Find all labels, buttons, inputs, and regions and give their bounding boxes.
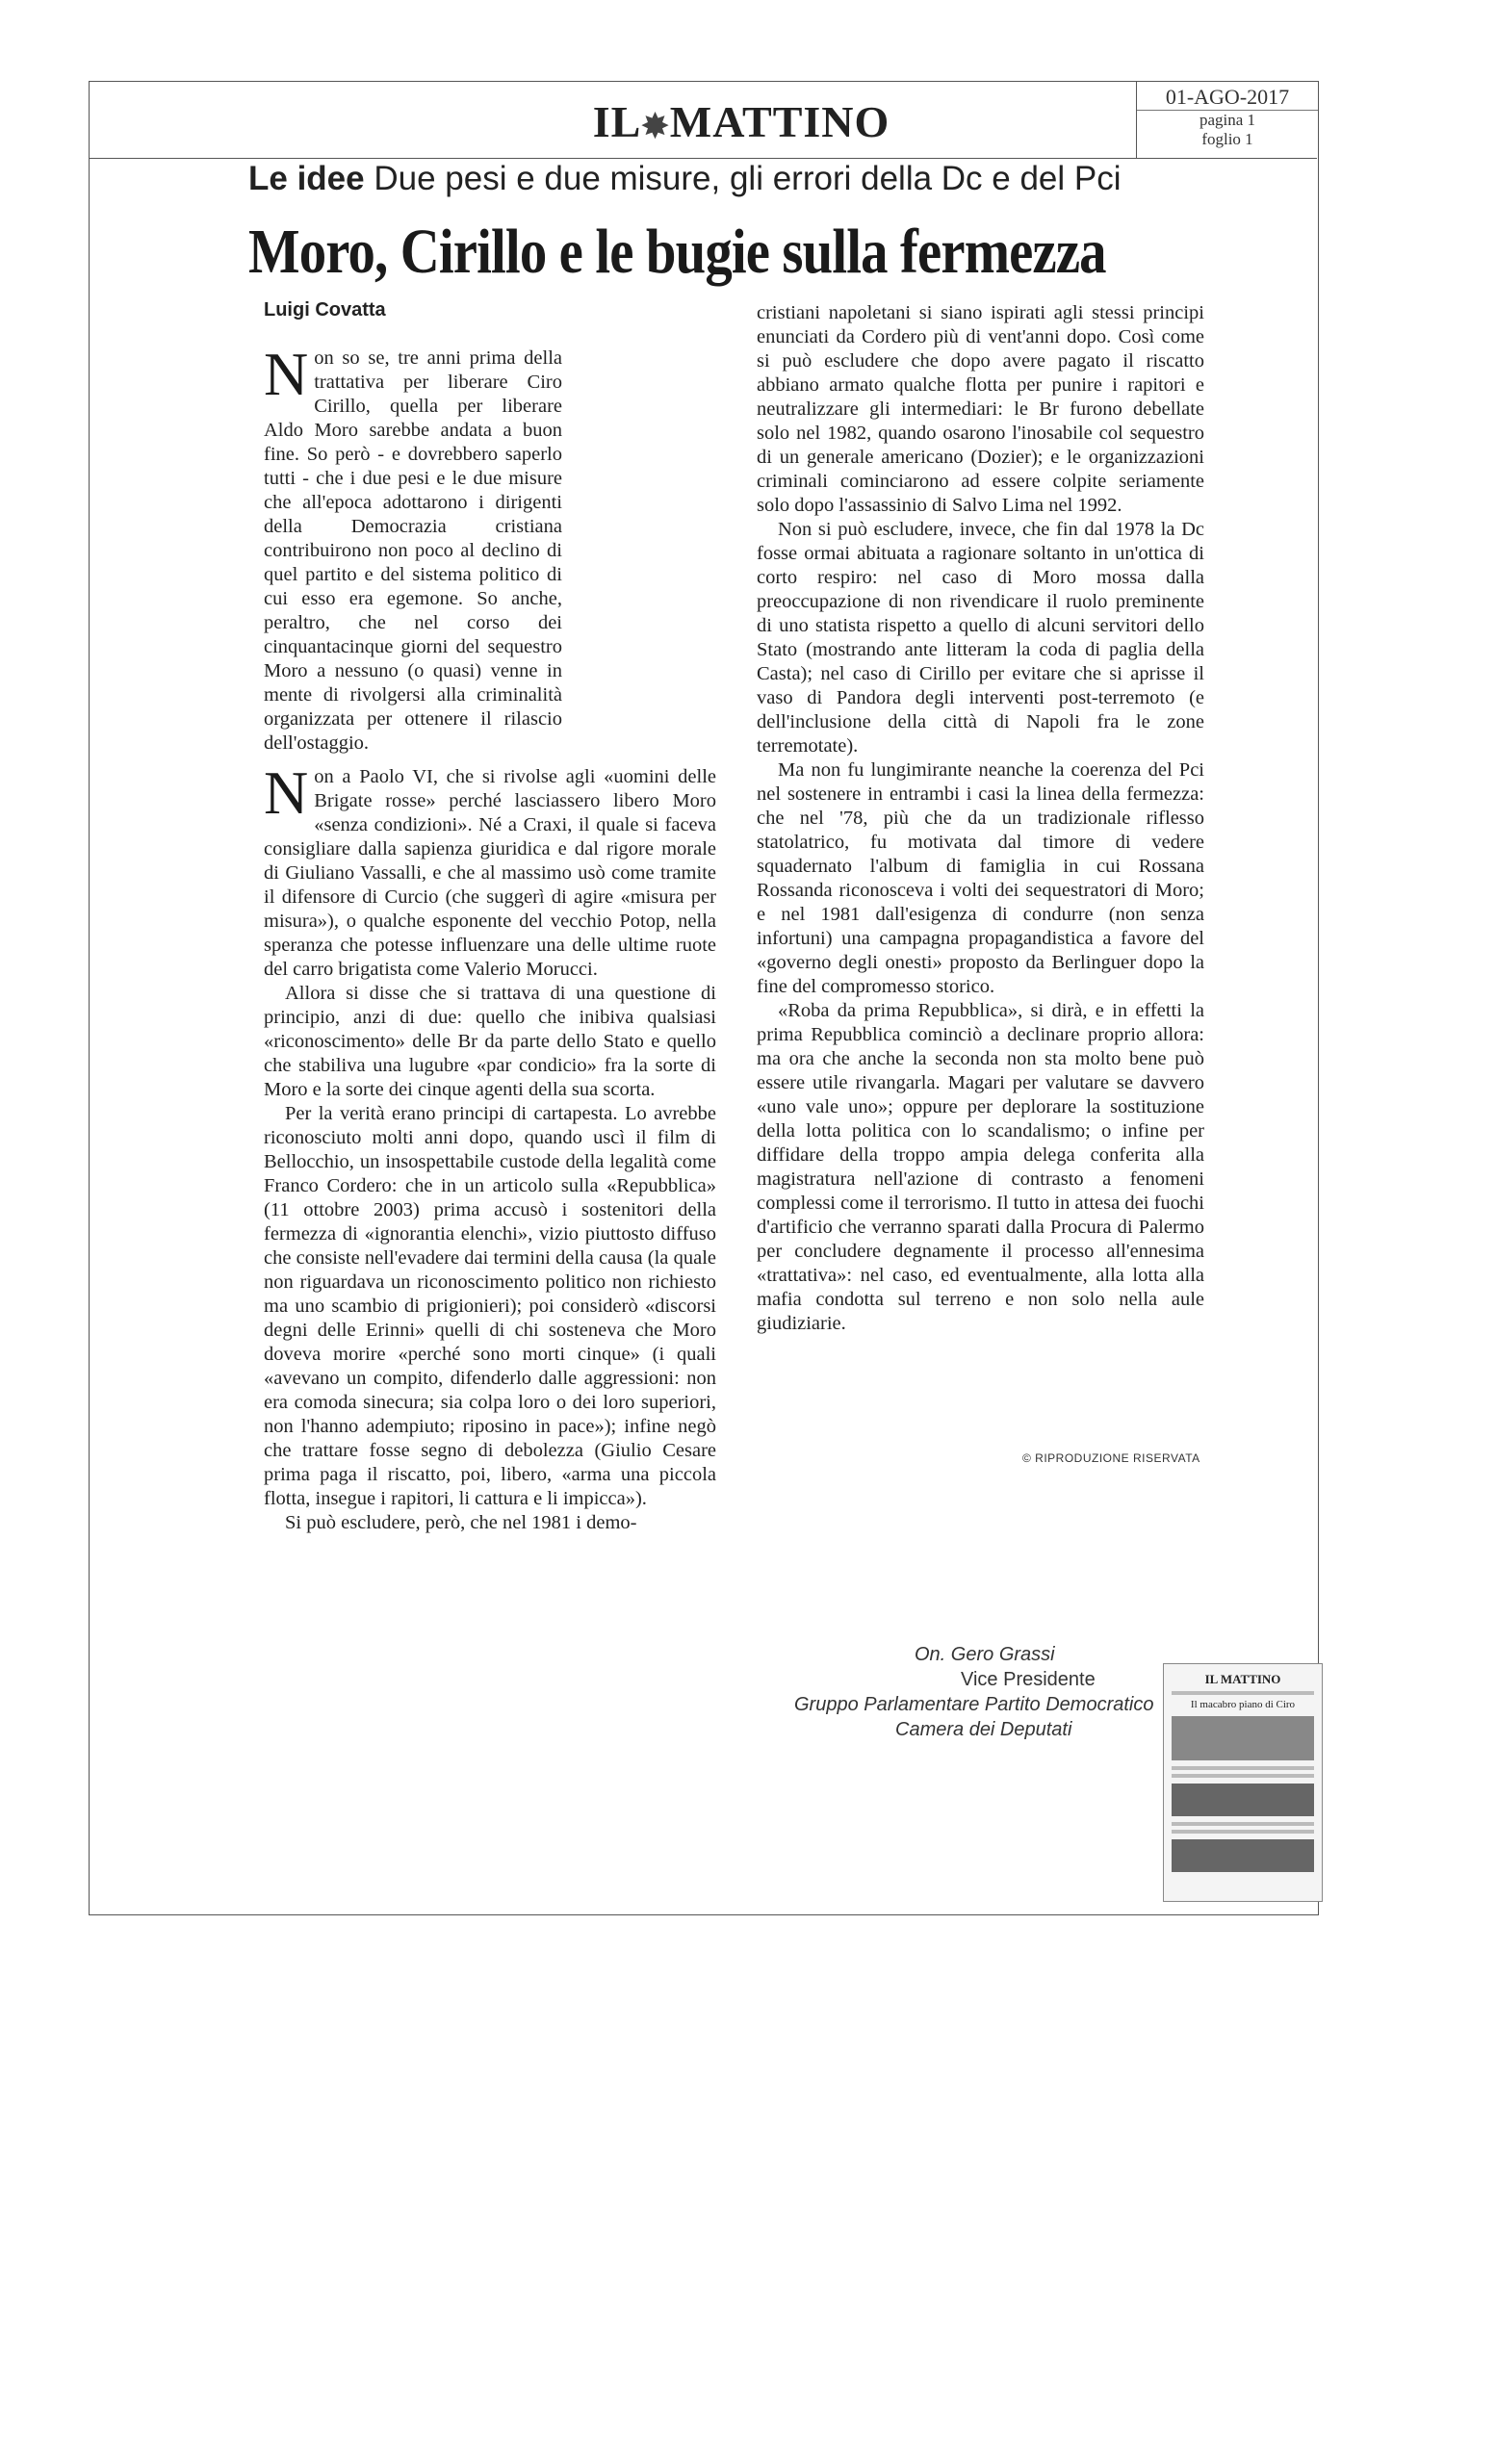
- paragraph: cristiani napoletani si siano ispirati agli stessi principi enunciati da Cordero più di vent'anni dopo. Così come si può escludere che dopo avere pagato il riscatto abbiano armato qualche flotta per punire i rapitori e neutralizzare gli intermediari: le Br furono debellate solo nel 1982, quando osarono l'inosabile col sequestro di un generale americano (Dozier); e le organizzazioni criminali cominciarono ad essere colpite seriamente solo dopo l'assassinio di Salvo Lima nel 1992.: [757, 302, 1204, 516]
- thumbnail-text-line: [1172, 1822, 1314, 1826]
- signature-role: Vice Presidente: [961, 1669, 1096, 1690]
- paragraph: Per la verità erano principi di cartapesta. Lo avrebbe riconosciuto molti anni dopo, quando uscì il film di Bellocchio, un insospettabile custode della legalità come Franco Cordero: che in un articolo sulla «Repubblica» (11 ottobre 2003) prima accusò i sostenitori della fermezza di «ignorantia elenchi», vizio piuttosto diffuso che consiste nell'evadere dai termini della causa (la quale non riguardava un riconoscimento politico non richiesto ma uno scambio di prigionieri); poi considerò «discorsi degni delle Erinni» quelli di chi sosteneva che Moro doveva morire «perché sono morti cinque» (i quali «avevano un compito, difenderlo dalle aggressioni: non era comoda sinecura; sia colpa loro o dei loro superiori, non l'hanno adempiuto; riposino in pace»); infine negò che trattare fosse segno di debolezza (Giulio Cesare prima paga il riscatto, poi, libero, «arma una piccola flotta, insegue i rapitori, li cattura e li impicca»).: [264, 1103, 716, 1509]
- thumbnail-photo: [1172, 1784, 1314, 1816]
- thumbnail-text-line: [1172, 1774, 1314, 1778]
- signature-name: On. Gero Grassi: [915, 1644, 1055, 1665]
- paragraph: Ma non fu lungimirante neanche la coerenza del Pci nel sostenere in entrambi i casi la linea della fermezza: che nel '78, più che da un tradizionale riflesso statolatrico, fu motivata dal timore di vedere squadernato l'album di famiglia in cui Rossana Rossanda riconosceva i volti dei sequestratori di Moro; e nel 1981 dall'esigenza di condurre (non senza infortuni) una campagna propagandistica a favore del «governo degli onesti» proposto da Berlinguer dopo la fine del compromesso storico.: [757, 759, 1204, 997]
- newspaper-masthead: [481, 96, 1001, 147]
- paragraph: [264, 340, 562, 756]
- sheet-number: foglio 1: [1201, 130, 1253, 148]
- drop-cap: N: [264, 758, 309, 827]
- thumbnail-masthead: IL MATTINO: [1204, 1672, 1281, 1686]
- paragraph-text: on so se, tre anni prima della trattativa per liberare Ciro Cirillo, quella per liberare Aldo Moro sarebbe andata a buon fine. So però - e dovrebbero saperlo tutti - che i due pesi e le due misure che all'epoca adottarono i dirigenti della Democrazia cristiana contribuirono non poco al declino di quel partito e del sistema politico di cui esso era egemone. So anche, peraltro, che nel corso dei cinquantacinque giorni del sequestro Moro a nessuno (o quasi) venne in mente di rivolgersi alla criminalità organizzata per ottenere il rilascio dell'ostaggio.: [264, 347, 562, 754]
- masthead-left: IL: [592, 97, 642, 146]
- paragraph: [264, 758, 716, 982]
- thumbnail-text-line: [1172, 1766, 1314, 1770]
- header-rule: [89, 158, 1317, 159]
- page-number: pagina 1: [1199, 111, 1256, 129]
- clipping-date: 01-AGO-2017: [1165, 85, 1290, 109]
- paragraph-text: on a Paolo VI, che si rivolse agli «uomini delle Brigate rosse» perché lasciassero libero Moro «senza condizioni». Né a Craxi, il quale si faceva consigliare dalla sapienza giuridica e dal rigore morale di Giuliano Vassalli, e che al massimo usò come tramite il difensore di Curcio (che suggerì di agire «misura per misura»), o qualche esponente del vecchio Potop, nella speranza che potesse influenzare una delle ultime ruote del carro brigatista come Valerio Morucci.: [264, 766, 716, 980]
- article-author: Luigi Covatta: [264, 299, 386, 321]
- thumbnail-text-line: [1172, 1830, 1314, 1834]
- date-box: [1136, 81, 1318, 158]
- masthead-right: MATTINO: [669, 97, 890, 146]
- article-headline: Moro, Cirillo e le bugie sulla fermezza: [248, 217, 1106, 287]
- article-column-2: [757, 301, 1204, 1336]
- paragraph: Si può escludere, però, che nel 1981 i demo-: [285, 1512, 637, 1533]
- thumbnail-rule: [1172, 1691, 1314, 1695]
- paragraph: Non si può escludere, invece, che fin dal 1978 la Dc fosse ormai abituata a ragionare soltanto in un'ottica di corto respiro: nel caso di Moro mossa dalla preoccupazione di non rivendicare il ruolo preminente di uno statista rispetto a quello di alcuni servitori dello Stato (mostrando ante litteram la coda di paglia della Casta); nel caso di Cirillo per evitare che si aprisse il vaso di Pandora degli interventi post-terremoto (e dell'inclusione della città di Napoli fra le zone terremotate).: [757, 519, 1204, 757]
- copyright-notice: © RIPRODUZIONE RISERVATA: [1022, 1451, 1200, 1465]
- kicker-label: Le idee: [248, 160, 365, 197]
- masthead-emblem-icon: ✸: [641, 109, 670, 145]
- thumbnail-photo: [1172, 1716, 1314, 1760]
- thumbnail-photo: [1172, 1839, 1314, 1872]
- signature-house: Camera dei Deputati: [895, 1719, 1072, 1740]
- front-page-thumbnail: [1163, 1663, 1323, 1902]
- paragraph: Allora si disse che si trattava di una questione di principio, anzi di due: quello che inibiva qualsiasi «riconoscimento» delle Br da parte dello Stato e quello che stabiliva una lugubre «par condicio» fra la sorte di Moro e la sorte dei cinque agenti della sua scorta.: [264, 983, 716, 1100]
- article-column-1: [264, 340, 716, 1535]
- drop-cap: N: [264, 340, 309, 408]
- thumbnail-headline: Il macabro piano di Ciro: [1190, 1699, 1296, 1710]
- opening-paragraph-wrap: [264, 340, 562, 756]
- signature-group: Gruppo Parlamentare Partito Democratico: [794, 1694, 1154, 1715]
- paragraph: «Roba da prima Repubblica», si dirà, e in effetti la prima Repubblica cominciò a declinare proprio allora: ma ora che anche la seconda non sta molto bene può essere utile rivangarla. Magari per valutare se davvero «uno vale uno»; oppure per deplorare la sostituzione della lotta politica con lo scandalismo; o infine per diffidare della troppo ampia delega conferita alla magistratura nell'azione di contrasto a fenomeni complessi come il terrorismo. Il tutto in attesa dei fuochi d'artificio che verranno sparati dalla Procura di Palermo per concludere degnamente il processo all'ennesima «trattativa»: nel caso, ed eventualmente, alla lotta alla mafia condotta sul terreno e non solo nella aule giudiziarie.: [757, 1000, 1204, 1334]
- section-kicker: [248, 160, 1122, 198]
- kicker-text: Due pesi e due misure, gli errori della Dc e del Pci: [364, 160, 1122, 197]
